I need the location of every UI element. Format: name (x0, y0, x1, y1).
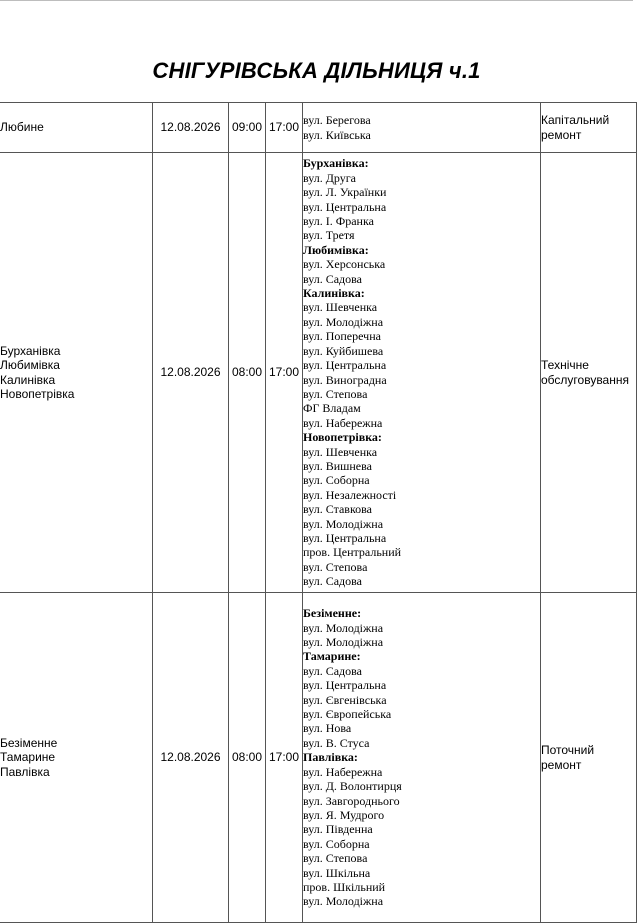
street-name: вул. Нова (303, 721, 352, 736)
work-type-cell (541, 103, 637, 153)
street-name: вул. Соборна (303, 473, 370, 488)
streets-cell (303, 153, 541, 593)
street-name: вул. Поперечна (303, 329, 381, 344)
table-row (0, 153, 637, 593)
streets-cell (303, 593, 541, 923)
settlement-heading: Бурханівка: (303, 156, 369, 171)
street-name: вул. Херсонська (303, 257, 386, 272)
street-name: вул. Незалежності (303, 487, 397, 502)
street-name: вул. Виноградна (303, 372, 387, 387)
settlement-name: Безіменне (0, 735, 58, 750)
settlement-heading: Любимівка: (303, 242, 369, 257)
street-name: вул. Шевченка (303, 300, 378, 315)
streets-list (303, 113, 540, 142)
street-name: вул. Шкільна (303, 865, 371, 880)
table-row (0, 103, 637, 153)
street-name: вул. Євгенівська (303, 692, 387, 707)
street-name: пров. Центральний (303, 545, 402, 560)
street-name: вул. Садова (303, 271, 362, 286)
street-name: вул. Набережна (303, 415, 383, 430)
street-name: вул. Завгороднього (303, 793, 400, 808)
street-name: вул. Берегова (303, 113, 371, 128)
streets-cell (303, 103, 541, 153)
work-type-text: Технічне (541, 358, 589, 373)
work-type-text: Капітальний (541, 113, 610, 128)
street-name: вул. Центральна (303, 358, 387, 373)
streets-list (303, 606, 540, 909)
street-name: вул. Третя (303, 228, 355, 243)
street-name: вул. Садова (303, 663, 362, 678)
date-cell: 12.08.2026 (153, 593, 229, 923)
work-type-cell (541, 153, 637, 593)
outage-schedule-table (0, 102, 637, 923)
street-name: вул. Південна (303, 822, 373, 837)
work-type-cell (541, 593, 637, 923)
street-name: вул. Степова (303, 851, 368, 866)
street-name: вул. Я. Мудрого (303, 807, 385, 822)
start-time-cell: 09:00 (229, 103, 266, 153)
street-name: вул. Молодіжна (303, 314, 384, 329)
work-type-text: Поточний (541, 743, 595, 758)
end-time-cell: 17:00 (266, 593, 303, 923)
street-name: вул. Центральна (303, 530, 387, 545)
street-name: вул. Степова (303, 386, 368, 401)
settlement-heading: Тамарине: (303, 649, 361, 664)
page-title: СНІГУРІВСЬКА ДІЛЬНИЦЯ ч.1 (152, 58, 481, 83)
date-cell: 12.08.2026 (153, 103, 229, 153)
settlement-name: Любимівка (0, 358, 60, 373)
settlement-name: Новопетрівка (0, 386, 75, 401)
settlement-name: Любине (0, 120, 44, 135)
settlements-cell (0, 103, 153, 153)
street-name: вул. Вишнева (303, 458, 372, 473)
work-type-text: ремонт (541, 127, 582, 142)
table-row (0, 593, 637, 923)
work-type-text: ремонт (541, 757, 582, 772)
street-name: вул. В. Стуса (303, 735, 370, 750)
end-time-cell: 17:00 (266, 103, 303, 153)
schedule-body (0, 103, 637, 923)
street-name: вул. Друга (303, 170, 356, 185)
street-name: вул. Шевченка (303, 444, 378, 459)
street-name: вул. Ставкова (303, 502, 372, 517)
street-name: вул. Куйбишева (303, 343, 384, 358)
start-time-cell: 08:00 (229, 153, 266, 593)
end-time-cell: 17:00 (266, 153, 303, 593)
street-name: вул. Молодіжна (303, 620, 384, 635)
street-name: вул. Центральна (303, 678, 387, 693)
streets-list (303, 156, 540, 588)
date-cell: 12.08.2026 (153, 153, 229, 593)
street-name: вул. Європейська (303, 707, 392, 722)
settlement-heading: Калинівка: (303, 286, 365, 301)
street-name: вул. Набережна (303, 764, 383, 779)
street-name: ФГ Владам (303, 401, 361, 416)
street-name: вул. Садова (303, 574, 362, 589)
settlement-name: Тамарине (0, 750, 56, 765)
street-name: вул. Степова (303, 559, 368, 574)
street-name: вул. І. Франка (303, 214, 374, 229)
street-name: вул. Центральна (303, 199, 387, 214)
street-name: вул. Л. Українки (303, 185, 387, 200)
street-name: вул. Молодіжна (303, 894, 384, 909)
street-name: вул. Молодіжна (303, 516, 384, 531)
settlement-name: Калинівка (0, 372, 56, 387)
street-name: вул. Київська (303, 127, 371, 142)
work-type-text: обслуговування (541, 372, 629, 387)
settlement-heading: Новопетрівка: (303, 430, 382, 445)
settlement-heading: Безіменне: (303, 606, 362, 621)
top-divider (0, 0, 633, 1)
street-name: пров. Шкільний (303, 879, 386, 894)
street-name: вул. Соборна (303, 836, 370, 851)
street-name: вул. Д. Волонтирця (303, 779, 402, 794)
start-time-cell: 08:00 (229, 593, 266, 923)
settlement-heading: Павлівка: (303, 750, 358, 765)
settlement-name: Павлівка (0, 764, 50, 779)
street-name: вул. Молодіжна (303, 635, 384, 650)
settlements-cell (0, 593, 153, 923)
settlement-name: Бурханівка (0, 343, 61, 358)
settlements-cell (0, 153, 153, 593)
